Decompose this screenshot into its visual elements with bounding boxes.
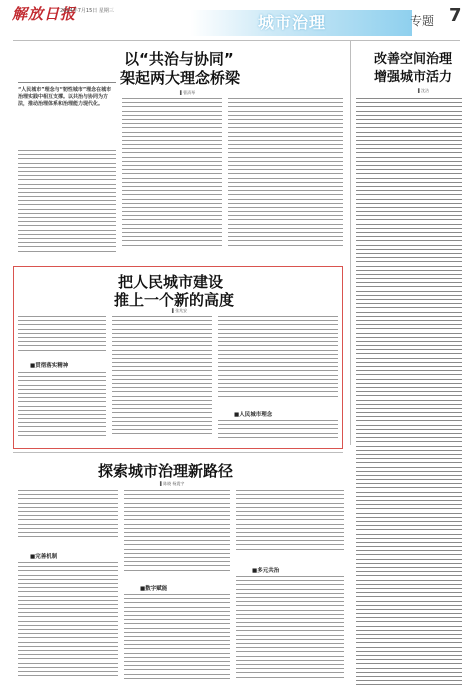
article-byline: ▌曹清琴 [180,90,196,95]
article-subhead: ■多元共治 [252,568,280,574]
article-body [122,98,222,258]
article-subhead: ■完善机制 [30,554,58,560]
article-body [112,316,212,444]
article-byline: ▌张兆安 [172,308,188,313]
article-subhead: ■数字赋能 [140,586,168,592]
article-body [18,490,118,546]
article-body [18,562,118,688]
article-body [218,420,338,444]
section-divider [13,40,460,41]
article-headline: 探索城市治理新路径 [98,462,234,480]
article-body [356,98,462,688]
lead-text: “人民城市”理念与“韧性城市”理念在城市治理实践中相互支撑。以共治与协同为方法，推动治理体系和治理能力现代化。 [18,87,112,107]
featured-headline: 把人民城市建设 [118,273,224,291]
article-body [18,372,106,444]
masthead [0,0,473,38]
article-subhead: ■人民城市理念 [234,412,273,418]
article-body [18,150,116,258]
newspaper-logo: 解放日报 [12,5,77,23]
article-headline: 改善空间治理 [374,52,453,67]
banner-title: 城市治理 [258,13,327,32]
article-subhead: ■贯彻落实精神 [30,363,69,369]
article-headline: 架起两大理念桥梁 [120,69,241,87]
article-body [236,490,344,560]
article-body [228,98,343,258]
article-byline: ▌陈晓 杨震宇 [160,481,185,486]
article-body [18,316,106,356]
article-headline: 增强城市活力 [374,70,453,85]
section-divider [13,452,343,453]
article-body [124,490,230,580]
article-headline: 以“共治与协同” [124,50,234,68]
article-body [124,594,230,688]
section-number: 7 [449,5,462,26]
column-divider [350,40,351,445]
article-byline: ▌沈洁 [418,88,430,93]
dateline: 2024年7月15日 星期三 [60,8,114,14]
article-body [218,316,338,406]
featured-headline: 推上一个新的高度 [114,291,235,309]
article-body [236,576,344,688]
section-label: 专题 [410,14,435,28]
